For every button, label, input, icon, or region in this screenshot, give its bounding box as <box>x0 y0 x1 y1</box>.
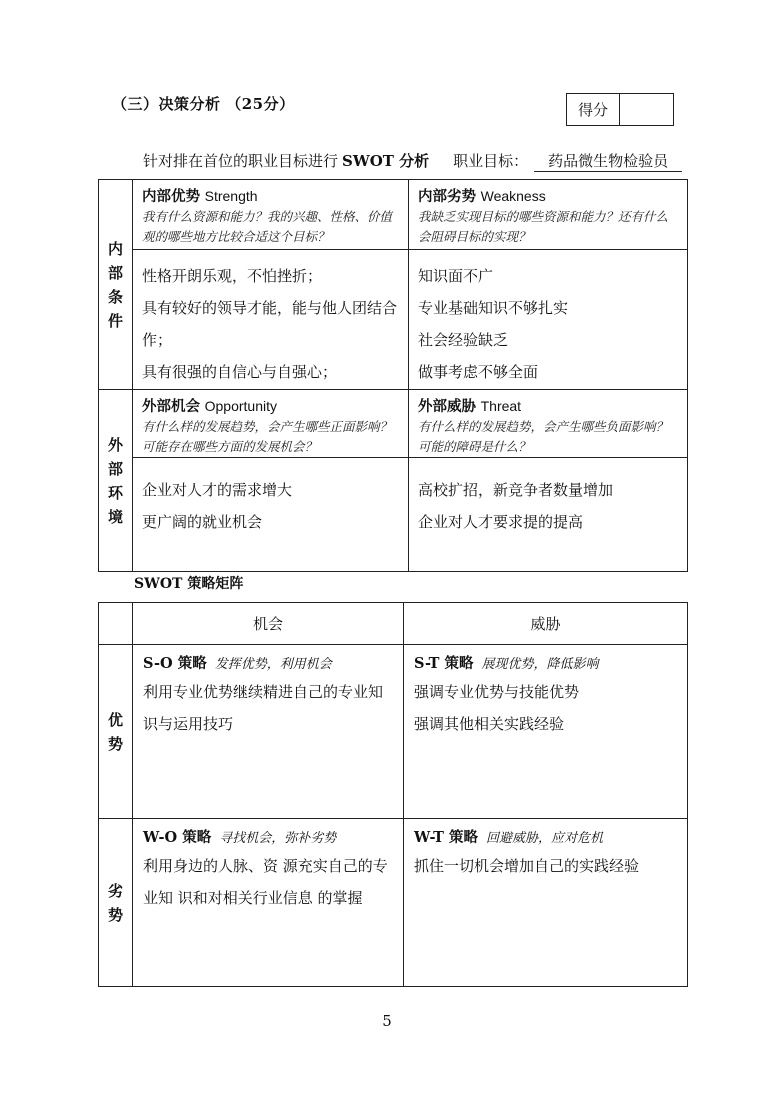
wo-strategy-cell[interactable]: W-O 策略 寻找机会，弥补劣势 利用身边的人脉、资 源充实自己的专 业知 识和对相关行业信息 的掌握 <box>133 819 404 987</box>
intro-swot: SWOT 分析 <box>342 152 430 170</box>
wt-strategy-cell[interactable]: W-T 策略 回避威胁，应对危机 抓住一切机会增加自己的实践经验 <box>404 819 688 987</box>
score-value-field[interactable] <box>620 94 673 125</box>
st-strategy-cell[interactable]: S-T 策略 展现优势，降低影响 强调专业优势与技能优势 强调其他相关实践经验 <box>404 645 688 819</box>
so-tag: S-O 策略 <box>143 655 207 672</box>
st-tag: S-T 策略 <box>414 655 474 672</box>
score-label: 得分 <box>567 94 620 125</box>
goal-label: 职业目标： <box>453 152 529 170</box>
page-number: 5 <box>382 1012 392 1030</box>
wo-tag: W-O 策略 <box>143 829 212 846</box>
intro-line <box>143 150 682 172</box>
row-weakness: 劣 势 <box>99 819 133 987</box>
threat-question: 有什么样的发展趋势，会产生哪些负面影响？可能的障碍是什么？ <box>418 419 669 454</box>
threat-header: 外部威胁 Threat 有什么样的发展趋势，会产生哪些负面影响？可能的障碍是什么？ <box>409 390 688 458</box>
section-title: （三）决策分析 （25分） <box>112 95 295 113</box>
col-opportunity: 机会 <box>133 603 404 645</box>
goal-value: 药品微生物检验员 <box>534 150 682 172</box>
score-box <box>566 93 674 126</box>
internal-label: 内 部 条 件 <box>99 180 133 390</box>
opportunity-question: 有什么样的发展趋势，会产生哪些正面影响？可能存在哪些方面的发展机会？ <box>142 419 393 454</box>
wt-desc: 回避威胁，应对危机 <box>485 831 603 846</box>
so-strategy-cell[interactable]: S-O 策略 发挥优势，利用机会 利用专业优势继续精进自己的专业知 识与运用技巧 <box>133 645 404 819</box>
weakness-question: 我缺乏实现目标的哪些资源和能力？还有什么会阻碍目标的实现？ <box>418 209 669 244</box>
wo-desc: 寻找机会，弥补劣势 <box>219 831 337 846</box>
row-strength: 优 势 <box>99 645 133 819</box>
col-threat: 威胁 <box>404 603 688 645</box>
so-desc: 发挥优势，利用机会 <box>214 657 332 672</box>
strength-header: 内部优势 Strength 我有什么资源和能力？我的兴趣、性格、价值观的哪些地方比较合适这个目标？ <box>133 180 409 250</box>
opportunity-header: 外部机会 Opportunity 有什么样的发展趋势，会产生哪些正面影响？可能存在哪些方面的发展机会？ <box>133 390 409 458</box>
swot-table <box>98 179 688 572</box>
wt-tag: W-T 策略 <box>414 829 478 846</box>
threat-content[interactable]: 高校扩招，新竞争者数量增加 企业对人才要求提的提高 <box>409 458 688 572</box>
st-desc: 展现优势，降低影响 <box>481 657 599 672</box>
matrix-corner <box>99 603 133 645</box>
strength-content[interactable]: 性格开朗乐观，不怕挫折； 具有较好的领导才能，能与他人团结合 作； 具有很强的自信心与自强心； <box>133 250 409 390</box>
strength-question: 我有什么资源和能力？我的兴趣、性格、价值观的哪些地方比较合适这个目标？ <box>142 209 393 244</box>
opportunity-content[interactable]: 企业对人才的需求增大 更广阔的就业机会 <box>133 458 409 572</box>
weakness-header: 内部劣势 Weakness 我缺乏实现目标的哪些资源和能力？还有什么会阻碍目标的实现？ <box>409 180 688 250</box>
intro-prefix: 针对排在首位的职业目标进行 <box>143 152 339 170</box>
weakness-content[interactable]: 知识面不广 专业基础知识不够扎实 社会经验缺乏 做事考虑不够全面 <box>409 250 688 390</box>
strategy-matrix <box>98 602 688 987</box>
external-label: 外 部 环 境 <box>99 390 133 572</box>
matrix-title: SWOT 策略矩阵 <box>134 576 244 592</box>
